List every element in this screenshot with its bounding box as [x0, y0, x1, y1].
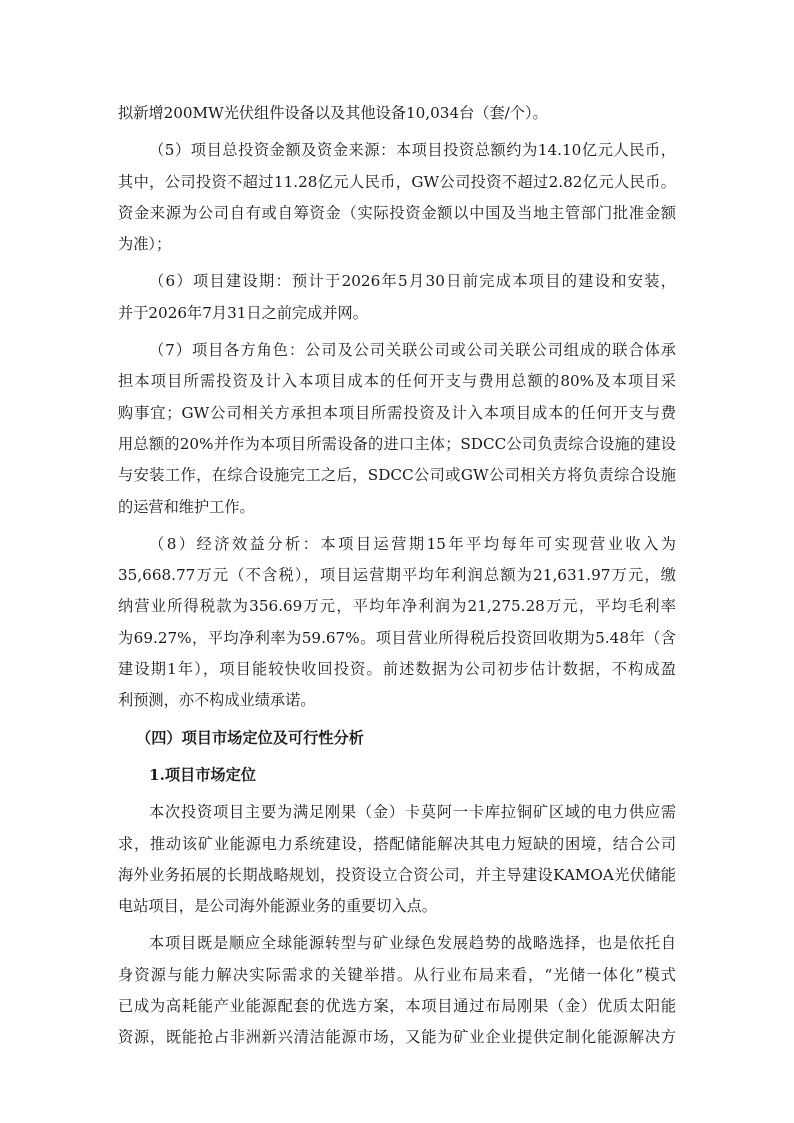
document-body [118, 98, 676, 1060]
text-line: 购事宜；GW公司相关方承担本项目所需投资及计入本项目成本的任何开支与费 [118, 403, 676, 422]
text-line: 纳营业所得税款为356.69万元，平均年净利润为21,275.28万元，平均毛利率 [118, 597, 676, 616]
text-line: （四）项目市场定位及可行性分析 [136, 728, 364, 747]
text-line: （6）项目建设期：预计于2026年5月30日前完成本项目的建设和安装， [149, 272, 676, 291]
text-line: 的运营和维护工作。 [118, 497, 255, 516]
text-line: 电站项目，是公司海外能源业务的重要切入点。 [118, 897, 437, 916]
text-line: 身资源与能力解决实际需求的关键举措。从行业布局来看，“光储一体化”模式 [118, 965, 676, 984]
text-line: 海外业务拓展的长期战略规划，投资设立合资公司，并主导建设KAMOA光伏储能 [118, 865, 676, 884]
paragraph [118, 266, 676, 329]
text-line: 为准）； [118, 235, 172, 254]
section-heading [118, 723, 676, 754]
text-line: 用总额的20%并作为本项目所需设备的进口主体；SDCC公司负责综合设施的建设 [118, 434, 676, 453]
paragraph [118, 928, 676, 1053]
text-line: 与安装工作，在综合设施完工之后，SDCC公司或GW公司相关方将负责综合设施 [118, 466, 676, 485]
paragraph [118, 797, 676, 922]
text-line: 资金来源为公司自有或自筹资金（实际投资金额以中国及当地主管部门批准金额 [118, 203, 676, 222]
text-line: （7）项目各方角色：公司及公司关联公司或公司关联公司组成的联合体承 [149, 341, 676, 360]
text-line: 1.项目市场定位 [149, 765, 256, 784]
text-line: （5）项目总投资金额及资金来源：本项目投资总额约为14.10亿元人民币， [149, 141, 676, 160]
paragraph [118, 98, 676, 129]
text-line: 拟新增200MW光伏组件设备以及其他设备10,034台（套/个）。 [118, 104, 548, 122]
text-line: 求，推动该矿业能源电力系统建设，搭配储能解决其电力短缺的困境，结合公司 [118, 834, 676, 853]
text-line: 本次投资项目主要为满足刚果（金）卡莫阿一卡库拉铜矿区域的电力供应需 [149, 803, 676, 822]
text-line: 为69.27%，平均净利率为59.67%。项目营业所得税后投资回收期为5.48年（含 [118, 628, 676, 647]
text-line: （8）经济效益分析：本项目运营期15年平均每年可实现营业收入为 [149, 534, 676, 553]
text-line: 已成为高耗能产业能源配套的优选方案，本项目通过布局刚果（金）优质太阳能 [118, 997, 676, 1016]
text-line: 利预测，亦不构成业绩承诺。 [118, 691, 316, 710]
text-line: 其中，公司投资不超过11.28亿元人民币，GW公司投资不超过2.82亿元人民币。 [118, 172, 676, 191]
text-line: 建设期1年），项目能较快收回投资。前述数据为公司初步估计数据，不构成盈 [118, 660, 676, 679]
paragraph [118, 335, 676, 523]
paragraph [118, 529, 676, 717]
text-line: 本项目既是顺应全球能源转型与矿业绿色发展趋势的战略选择，也是依托自 [149, 934, 676, 953]
section-heading [118, 760, 676, 791]
text-line: 资源，既能抢占非洲新兴清洁能源市场，又能为矿业企业提供定制化能源解决方 [118, 1028, 676, 1047]
paragraph [118, 135, 676, 260]
text-line: 并于2026年7月31日之前完成并网。 [118, 303, 368, 322]
text-line: 35,668.77万元（不含税），项目运营期平均年利润总额为21,631.97万元，缴 [118, 566, 676, 585]
text-line: 担本项目所需投资及计入本项目成本的任何开支与费用总额的80%及本项目采 [118, 372, 676, 391]
